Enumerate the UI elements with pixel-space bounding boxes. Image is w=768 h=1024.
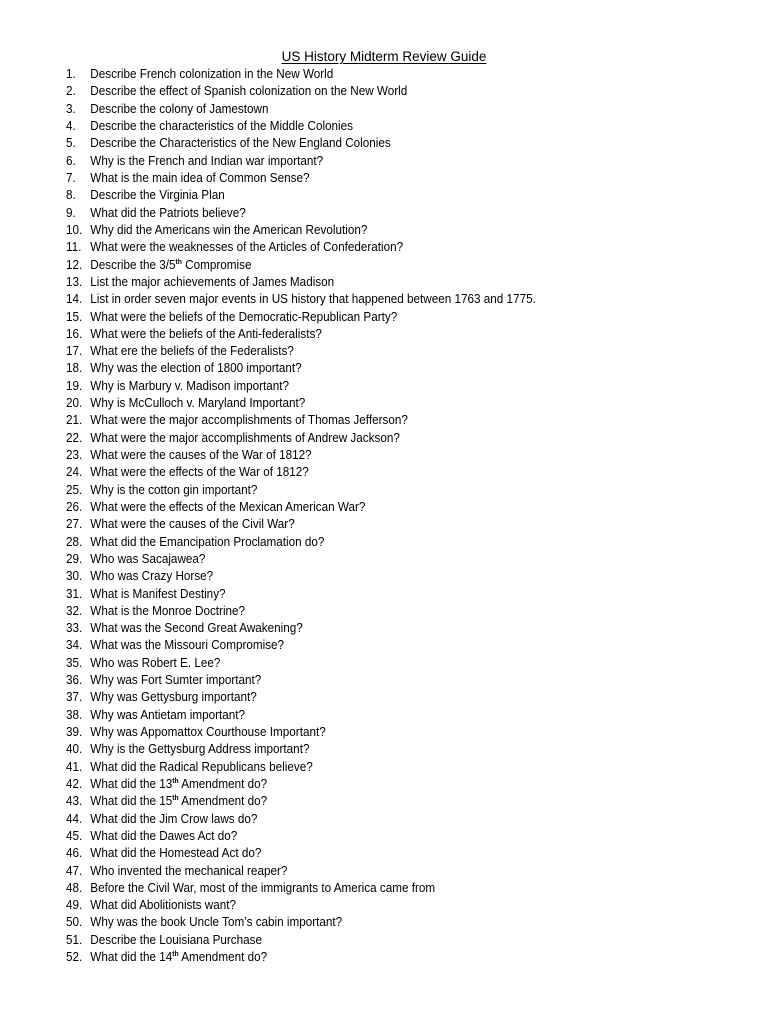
question-number: 14. <box>66 291 83 307</box>
question-item <box>66 429 536 446</box>
question-number: 32. <box>66 602 83 618</box>
question-text <box>90 845 261 860</box>
question-text-segment: What were the weaknesses of the Articles of Confederation? <box>90 239 404 255</box>
question-text <box>90 759 312 774</box>
question-text-segment: What is Manifest Destiny? <box>90 585 226 601</box>
question-number: 43. <box>66 793 83 809</box>
question-number: 13. <box>66 273 83 289</box>
question-number: 3. <box>66 100 76 116</box>
question-text-segment: Why was Appomattox Courthouse Important? <box>90 724 326 740</box>
question-text <box>90 932 262 947</box>
question-item <box>66 584 536 601</box>
question-text-segment: Describe the colony of Jamestown <box>90 100 269 116</box>
question-number: 1. <box>66 66 76 82</box>
question-number: 16. <box>66 325 83 341</box>
question-number: 19. <box>66 377 83 393</box>
question-number: 21. <box>66 412 83 428</box>
question-text-segment: Describe the characteristics of the Middle Colonies <box>90 118 354 134</box>
question-text-segment: List in order seven major events in US history that happened between 1763 and 1775. <box>90 291 536 307</box>
question-item <box>66 152 536 169</box>
question-text-segment: What is the Monroe Doctrine? <box>90 602 246 618</box>
question-number: 6. <box>66 152 76 168</box>
question-number: 20. <box>66 395 83 411</box>
question-text <box>90 724 325 739</box>
question-number: 52. <box>66 949 83 965</box>
question-text-segment: Describe French colonization in the New World <box>90 66 334 82</box>
question-item <box>66 515 536 532</box>
question-item <box>66 550 536 567</box>
question-text-segment: What were the causes of the Civil War? <box>90 516 295 532</box>
question-item <box>66 619 536 636</box>
question-number: 12. <box>66 256 83 272</box>
question-item <box>66 532 536 549</box>
ordinal-superscript: th <box>172 775 179 785</box>
question-item <box>66 481 536 498</box>
question-text <box>90 187 224 202</box>
question-text <box>90 897 236 912</box>
question-number: 5. <box>66 135 76 151</box>
question-number: 10. <box>66 221 83 237</box>
question-number: 41. <box>66 758 83 774</box>
question-text <box>90 811 257 826</box>
question-text-segment: What did the 15 <box>90 793 173 809</box>
ordinal-superscript: th <box>172 793 179 803</box>
question-number: 2. <box>66 83 76 99</box>
question-number: 26. <box>66 498 83 514</box>
question-number: 11. <box>66 239 82 255</box>
question-item <box>66 706 536 723</box>
question-text <box>90 568 213 583</box>
question-text-segment: What were the effects of the War of 1812? <box>90 464 309 480</box>
question-text <box>90 83 407 98</box>
question-item <box>66 325 536 342</box>
question-number: 45. <box>66 827 83 843</box>
question-number: 44. <box>66 810 83 826</box>
question-item <box>66 394 536 411</box>
question-text-segment: Before the Civil War, most of the immigrants to America came from <box>90 879 436 895</box>
question-number: 50. <box>66 914 83 930</box>
question-text-segment: Why was Antietam important? <box>90 706 246 722</box>
question-text-segment: List the major achievements of James Madison <box>90 273 335 289</box>
question-number: 39. <box>66 724 83 740</box>
question-item <box>66 65 536 82</box>
question-text <box>90 343 294 358</box>
question-text <box>90 776 267 791</box>
question-item <box>66 931 536 948</box>
question-text <box>90 378 289 393</box>
question-text-segment: What is the main idea of Common Sense? <box>90 170 310 186</box>
question-item <box>66 948 536 965</box>
question-text-segment: What were the effects of the Mexican American War? <box>90 498 366 514</box>
question-item <box>66 411 536 428</box>
page-title-text: US History Midterm Review Guide <box>281 49 487 64</box>
question-item <box>66 377 536 394</box>
question-text-segment: Who was Crazy Horse? <box>90 568 214 584</box>
question-number: 35. <box>66 654 83 670</box>
question-number: 37. <box>66 689 83 705</box>
question-text <box>90 257 251 272</box>
ordinal-superscript: th <box>172 949 179 959</box>
question-item <box>66 100 536 117</box>
question-text-segment: Amendment do? <box>178 775 268 791</box>
question-text <box>90 914 342 929</box>
question-text-segment: Describe the Louisiana Purchase <box>90 931 263 947</box>
ordinal-superscript: th <box>175 256 182 266</box>
question-number: 17. <box>66 343 83 359</box>
question-item <box>66 740 536 757</box>
question-text-segment: What did the 13 <box>90 775 173 791</box>
question-text <box>90 326 322 341</box>
question-number: 9. <box>66 204 76 220</box>
question-text-segment: Who was Robert E. Lee? <box>90 654 221 670</box>
question-item <box>66 82 536 99</box>
question-item <box>66 861 536 878</box>
question-number: 23. <box>66 447 83 463</box>
question-text <box>90 880 435 895</box>
question-number: 49. <box>66 897 83 913</box>
question-item <box>66 307 536 324</box>
question-item <box>66 688 536 705</box>
page-title <box>0 48 768 65</box>
question-text <box>90 101 268 116</box>
question-item <box>66 775 536 792</box>
question-text <box>90 551 205 566</box>
question-text <box>90 135 390 150</box>
question-item <box>66 463 536 480</box>
question-text <box>90 707 245 722</box>
question-item <box>66 290 536 307</box>
question-item <box>66 186 536 203</box>
question-item <box>66 117 536 134</box>
question-text-segment: Why is the French and Indian war important? <box>90 152 324 168</box>
question-text <box>90 516 294 531</box>
question-text-segment: What did Abolitionists want? <box>90 897 236 913</box>
question-item <box>66 221 536 238</box>
question-item <box>66 792 536 809</box>
question-number: 48. <box>66 879 83 895</box>
question-text-segment: Why was Gettysburg important? <box>90 689 257 705</box>
question-item <box>66 255 536 272</box>
question-text <box>90 66 333 81</box>
question-item <box>66 134 536 151</box>
question-item <box>66 169 536 186</box>
question-text <box>90 291 536 306</box>
question-text <box>90 672 261 687</box>
question-text <box>90 793 267 808</box>
question-item <box>66 671 536 688</box>
question-text <box>90 464 309 479</box>
question-item <box>66 567 536 584</box>
question-number: 25. <box>66 481 83 497</box>
question-number: 34. <box>66 637 83 653</box>
question-number: 18. <box>66 360 83 376</box>
question-text-segment: What was the Missouri Compromise? <box>90 637 285 653</box>
question-text-segment: What were the beliefs of the Anti-federalists? <box>90 325 322 341</box>
question-item <box>66 844 536 861</box>
question-text <box>90 222 367 237</box>
question-text <box>90 620 302 635</box>
question-text <box>90 534 324 549</box>
question-number: 29. <box>66 550 83 566</box>
question-text <box>90 447 311 462</box>
question-text <box>90 482 257 497</box>
question-number: 30. <box>66 568 83 584</box>
question-text-segment: What did the Jim Crow laws do? <box>90 810 258 826</box>
question-number: 46. <box>66 845 83 861</box>
question-item <box>66 238 536 255</box>
question-item <box>66 498 536 515</box>
question-text <box>90 863 287 878</box>
question-text-segment: Why did the Americans win the American Revolution? <box>90 221 368 237</box>
question-text <box>90 274 334 289</box>
question-text <box>90 395 305 410</box>
question-number: 31. <box>66 585 83 601</box>
question-text <box>90 170 309 185</box>
question-text-segment: What did the Radical Republicans believe? <box>90 758 313 774</box>
question-text-segment: Why is McCulloch v. Maryland Important? <box>90 395 306 411</box>
question-item <box>66 342 536 359</box>
question-item <box>66 879 536 896</box>
question-text <box>90 118 353 133</box>
question-number: 47. <box>66 862 83 878</box>
question-text-segment: Amendment do? <box>178 793 268 809</box>
question-text-segment: Describe the effect of Spanish colonization on the New World <box>90 83 408 99</box>
question-text-segment: What did the Patriots believe? <box>90 204 246 220</box>
question-text <box>90 828 237 843</box>
question-text <box>90 309 397 324</box>
question-item <box>66 896 536 913</box>
question-number: 38. <box>66 706 83 722</box>
question-list <box>66 65 588 965</box>
question-item <box>66 827 536 844</box>
question-item <box>66 204 536 221</box>
question-item <box>66 602 536 619</box>
question-text <box>90 239 403 254</box>
question-text <box>90 412 408 427</box>
question-text <box>90 586 225 601</box>
question-text <box>90 603 245 618</box>
question-text <box>90 689 256 704</box>
question-text-segment: Why was the book Uncle Tom’s cabin important? <box>90 914 343 930</box>
question-text-segment: Why is the cotton gin important? <box>90 481 258 497</box>
question-number: 15. <box>66 308 83 324</box>
question-number: 4. <box>66 118 76 134</box>
question-text-segment: What did the Homestead Act do? <box>90 845 262 861</box>
question-item <box>66 446 536 463</box>
question-text-segment: Amendment do? <box>178 949 268 965</box>
question-item <box>66 758 536 775</box>
question-number: 40. <box>66 741 83 757</box>
question-text-segment: What did the Emancipation Proclamation do? <box>90 533 325 549</box>
question-item <box>66 654 536 671</box>
question-item <box>66 273 536 290</box>
question-text <box>90 637 284 652</box>
question-text-segment: Describe the Characteristics of the New England Colonies <box>90 135 391 151</box>
question-text <box>90 655 220 670</box>
question-text-segment: What was the Second Great Awakening? <box>90 620 303 636</box>
question-text-segment: What were the major accomplishments of Andrew Jackson? <box>90 429 400 445</box>
question-item <box>66 913 536 930</box>
question-text <box>90 499 365 514</box>
question-text <box>90 360 301 375</box>
question-number: 27. <box>66 516 83 532</box>
question-number: 33. <box>66 620 83 636</box>
question-text-segment: Who was Sacajawea? <box>90 550 206 566</box>
question-number: 8. <box>66 187 76 203</box>
question-text-segment: Describe the Virginia Plan <box>90 187 225 203</box>
question-text <box>90 153 323 168</box>
question-text-segment: Describe the 3/5 <box>90 256 176 272</box>
question-number: 42. <box>66 775 83 791</box>
question-number: 22. <box>66 429 83 445</box>
question-item <box>66 809 536 826</box>
question-text-segment: Why was Fort Sumter important? <box>90 672 262 688</box>
question-text <box>90 949 267 964</box>
question-text <box>90 741 309 756</box>
question-text-segment: What were the beliefs of the Democratic-Republican Party? <box>90 308 398 324</box>
question-number: 51. <box>66 931 83 947</box>
question-text-segment: What were the major accomplishments of Thomas Jefferson? <box>90 412 408 428</box>
question-number: 28. <box>66 533 83 549</box>
question-text-segment: Why is Marbury v. Madison important? <box>90 377 290 393</box>
question-text <box>90 205 245 220</box>
question-text-segment: Why was the election of 1800 important? <box>90 360 302 376</box>
question-text-segment: What ere the beliefs of the Federalists? <box>90 343 294 359</box>
question-text-segment: What did the 14 <box>90 949 173 965</box>
question-item <box>66 359 536 376</box>
question-item <box>66 636 536 653</box>
question-number: 7. <box>66 170 76 186</box>
question-text <box>90 430 400 445</box>
question-text-segment: What did the Dawes Act do? <box>90 827 238 843</box>
question-text-segment: Compromise <box>181 256 252 272</box>
question-text-segment: What were the causes of the War of 1812? <box>90 447 312 463</box>
question-text-segment: Why is the Gettysburg Address important? <box>90 741 310 757</box>
question-number: 24. <box>66 464 83 480</box>
question-number: 36. <box>66 672 83 688</box>
question-item <box>66 723 536 740</box>
question-text-segment: Who invented the mechanical reaper? <box>90 862 288 878</box>
